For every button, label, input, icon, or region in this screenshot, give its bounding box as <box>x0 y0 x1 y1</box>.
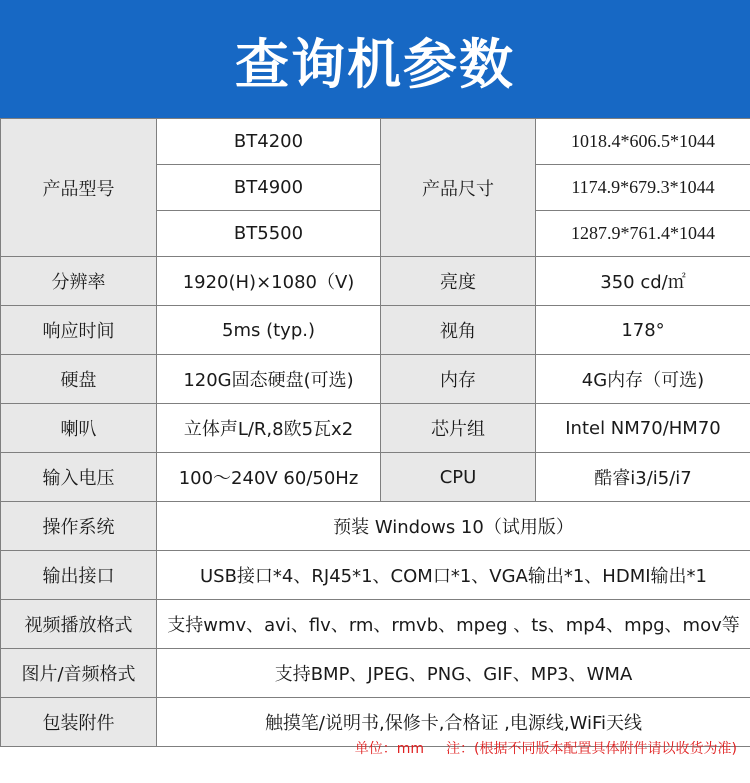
cpu-label: CPU <box>381 453 536 502</box>
ports-value: USB接口*4、RJ45*1、COM口*1、VGA输出*1、HDMI输出*1 <box>157 551 750 600</box>
table-row <box>1 453 750 502</box>
table-row <box>1 502 750 551</box>
table-row <box>1 404 750 453</box>
model-value: BT4900 <box>157 165 381 211</box>
table-row <box>1 551 750 600</box>
spec-table <box>0 118 750 747</box>
title-banner <box>0 0 750 118</box>
media-format-label: 图片/音频格式 <box>1 649 157 698</box>
shipping-note: 注：(根据不同版本配置具体附件请以收货为准) <box>446 741 737 757</box>
brightness-value: 350 cd/㎡ <box>536 257 750 306</box>
model-label: 产品型号 <box>1 119 157 257</box>
disk-value: 120G固态硬盘(可选) <box>157 355 381 404</box>
unit-note: 单位：mm <box>354 741 425 757</box>
model-value: BT5500 <box>157 211 381 257</box>
footnote <box>0 738 737 758</box>
package-label: 包装附件 <box>1 698 157 747</box>
table-row <box>1 355 750 404</box>
table-row <box>1 649 750 698</box>
disk-label: 硬盘 <box>1 355 157 404</box>
response-value: 5ms (typ.) <box>157 306 381 355</box>
video-format-label: 视频播放格式 <box>1 600 157 649</box>
chipset-label: 芯片组 <box>381 404 536 453</box>
model-value: BT4200 <box>157 119 381 165</box>
voltage-value: 100～240V 60/50Hz <box>157 453 381 502</box>
media-format-value: 支持BMP、JPEG、PNG、GIF、MP3、WMA <box>157 649 750 698</box>
table-row <box>1 119 750 165</box>
size-label: 产品尺寸 <box>381 119 536 257</box>
table-row <box>1 257 750 306</box>
video-format-value: 支持wmv、avi、flv、rm、rmvb、mpeg 、ts、mp4、mpg、mov等 <box>157 600 750 649</box>
table-row <box>1 306 750 355</box>
viewing-angle-value: 178° <box>536 306 750 355</box>
size-value: 1174.9*679.3*1044 <box>536 165 750 211</box>
speaker-value: 立体声L/R,8欧5瓦x2 <box>157 404 381 453</box>
memory-value: 4G内存（可选) <box>536 355 750 404</box>
page-title: 查询机参数 <box>235 33 515 96</box>
resolution-label: 分辨率 <box>1 257 157 306</box>
ports-label: 输出接口 <box>1 551 157 600</box>
cpu-value: 酷睿i3/i5/i7 <box>536 453 750 502</box>
voltage-label: 输入电压 <box>1 453 157 502</box>
speaker-label: 喇叭 <box>1 404 157 453</box>
os-value: 预装 Windows 10（试用版） <box>157 502 750 551</box>
resolution-value: 1920(H)×1080（V) <box>157 257 381 306</box>
brightness-label: 亮度 <box>381 257 536 306</box>
viewing-angle-label: 视角 <box>381 306 536 355</box>
size-value: 1018.4*606.5*1044 <box>536 119 750 165</box>
package-value: 触摸笔/说明书,保修卡,合格证 ,电源线,WiFi天线 <box>157 698 750 747</box>
chipset-value: Intel NM70/HM70 <box>536 404 750 453</box>
response-label: 响应时间 <box>1 306 157 355</box>
size-value: 1287.9*761.4*1044 <box>536 211 750 257</box>
os-label: 操作系统 <box>1 502 157 551</box>
memory-label: 内存 <box>381 355 536 404</box>
table-row <box>1 600 750 649</box>
